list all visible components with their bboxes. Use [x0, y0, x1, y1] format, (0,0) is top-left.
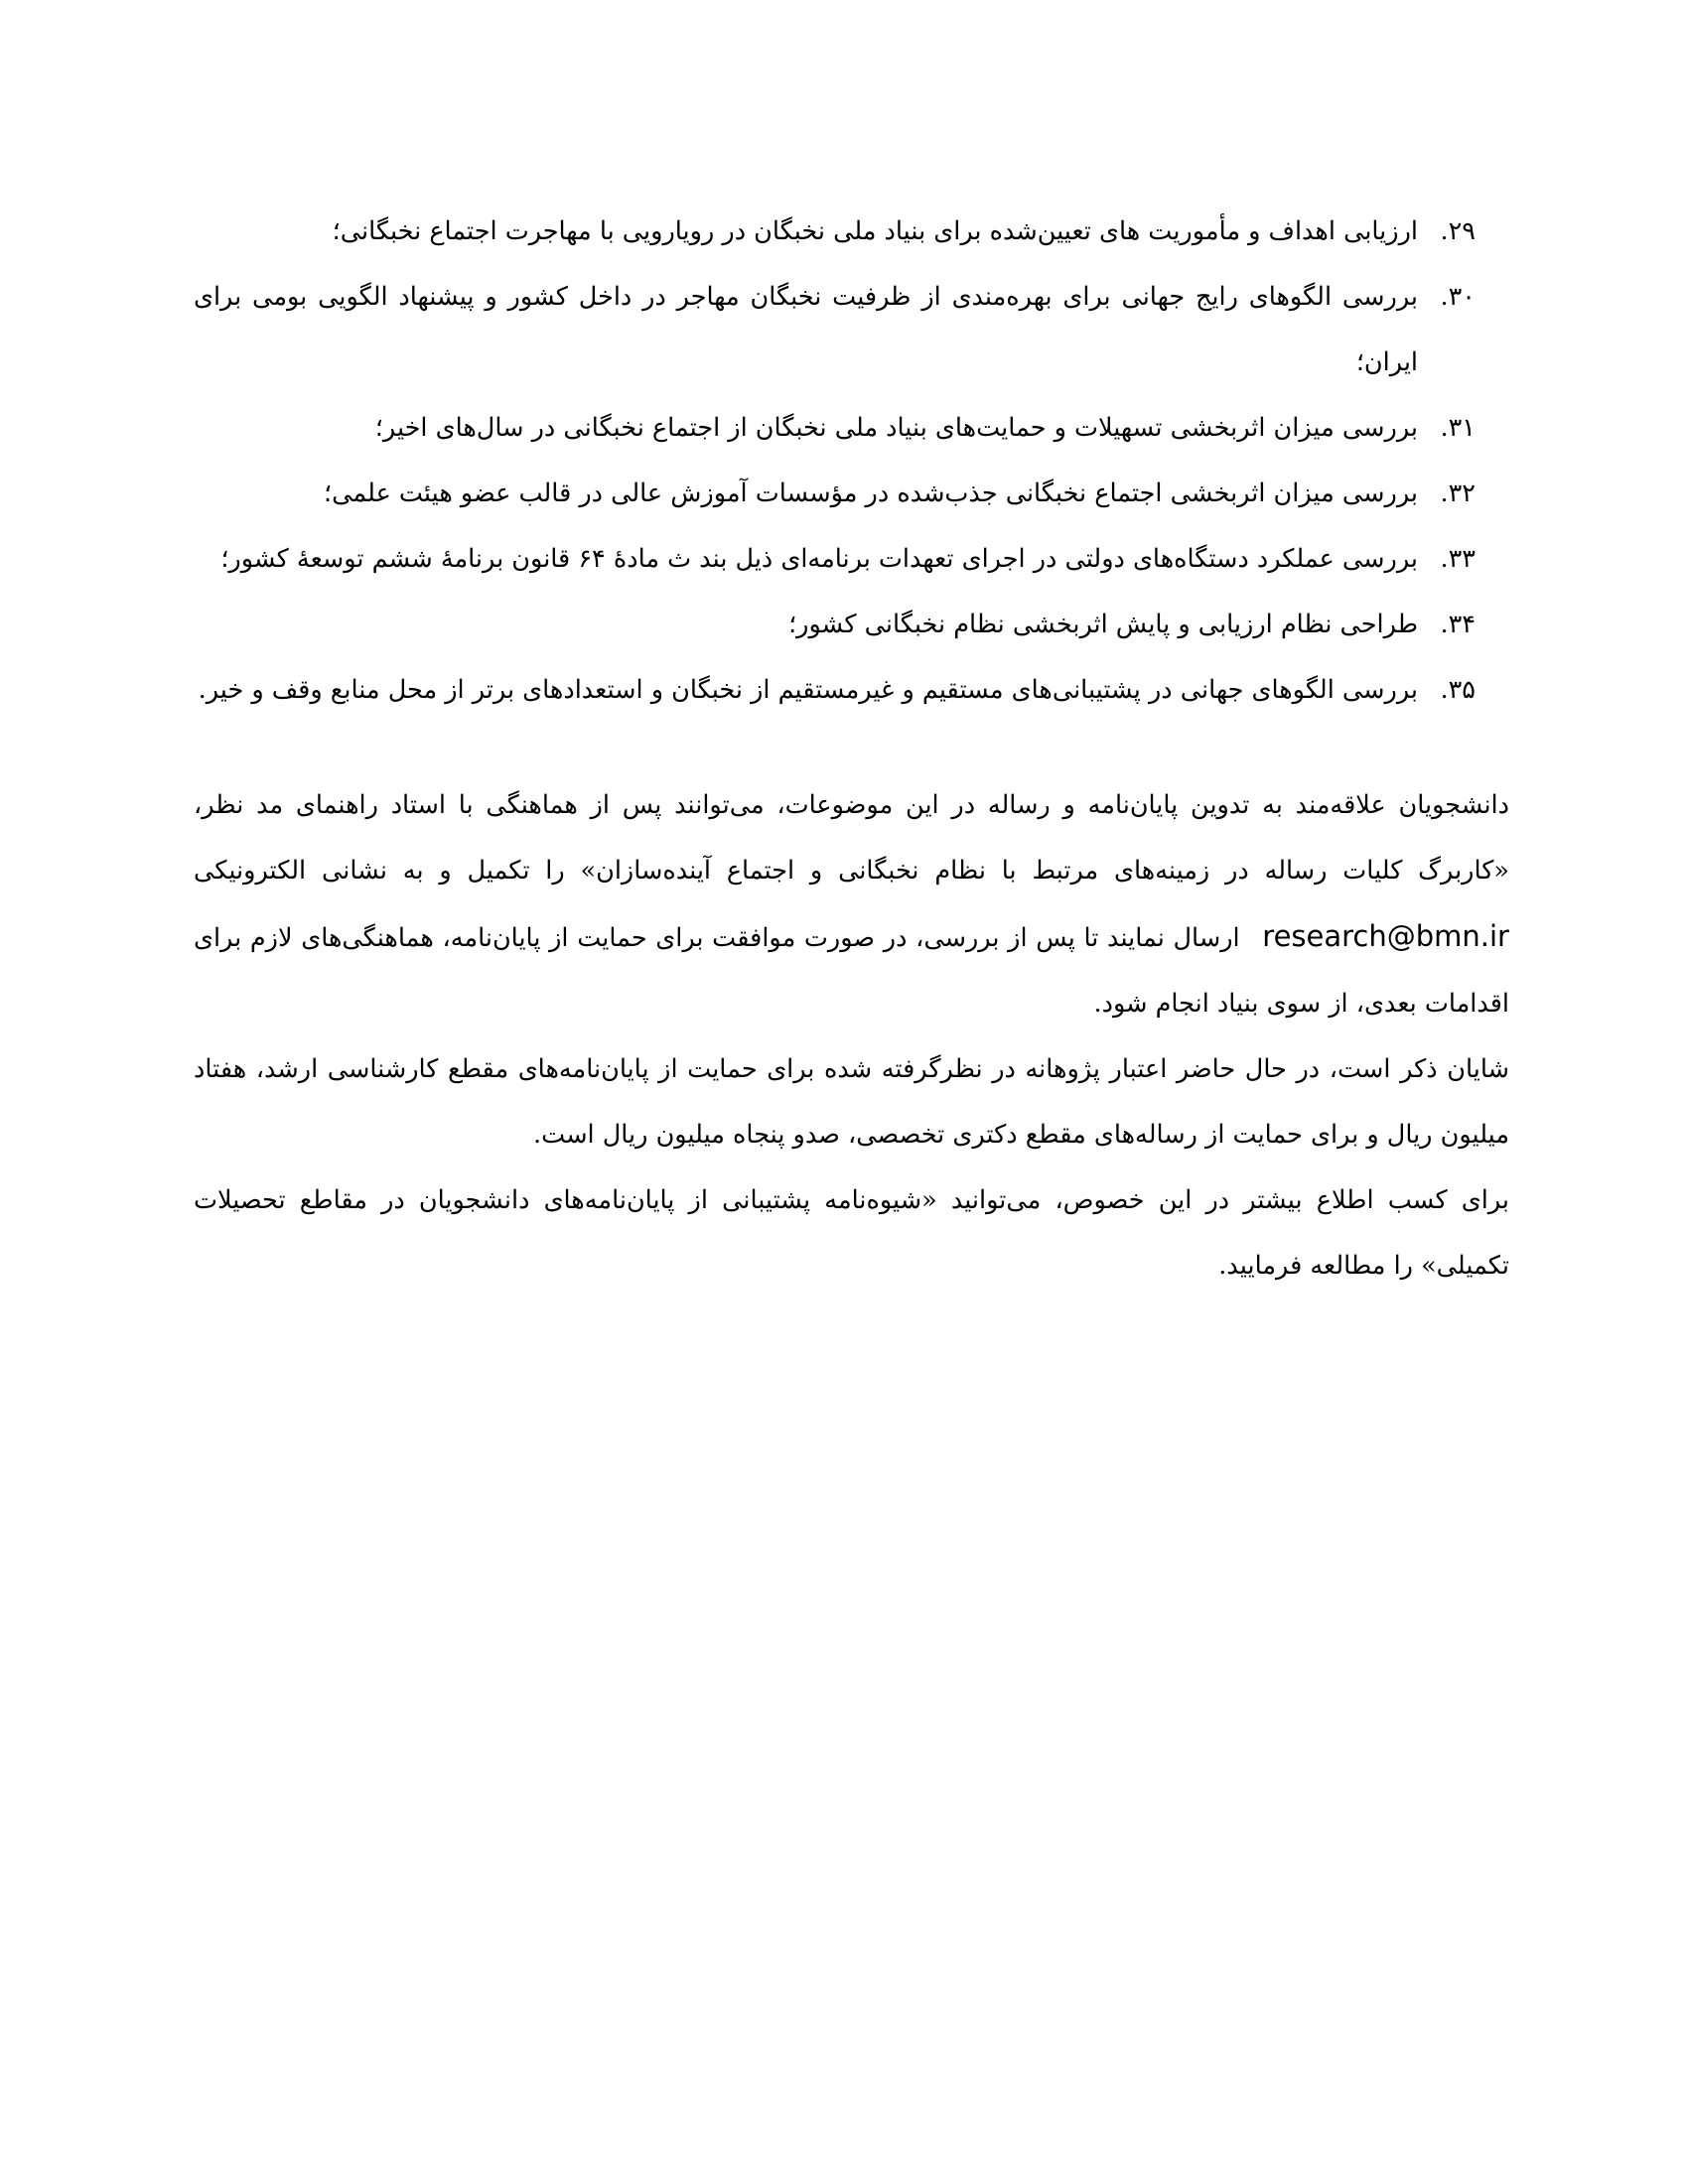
list-item-number: ۲۹. [1440, 216, 1476, 246]
list-item-text: بررسی عملکرد دستگاه‌های دولتی در اجرای تعهدات برنامه‌ای ذیل بند ث مادهٔ ۶۴ قانون برنامهٔ ششم توسعهٔ کشور؛ [220, 544, 1418, 574]
list-item-number: ۳۰. [1440, 282, 1476, 312]
list-item [194, 461, 1509, 526]
more-info-paragraph: برای کسب اطلاع بیشتر در این خصوص، می‌توانید «شیوه‌نامه پشتیبانی از پایان‌نامه‌های دانشجویان در مقاطع تحصیلات تکمیلی» را مطالعه فرمایید. [194, 1185, 1509, 1281]
list-item-text: ارزیابی اهداف و مأموریت های تعیین‌شده برای بنیاد ملی نخبگان در رویارویی با مهاجرت اجتماع نخبگانی؛ [332, 216, 1418, 246]
list-item-text: بررسی الگوهای جهانی در پشتیبانی‌های مستقیم و غیرمستقیم از نخبگان و استعدادهای برتر از محل منابع وقف و خیر. [198, 675, 1418, 705]
submission-followup-text: ارسال نمایند تا پس از بررسی، در صورت موافقت برای حمایت از پایان‌نامه، هماهنگی‌های لازم برای اقدامات بعدی، از سوی بنیاد انجام شود. [194, 923, 1509, 1019]
list-item-number: ۳۵. [1440, 675, 1476, 705]
list-item-text: بررسی الگوهای رایج جهانی برای بهره‌مندی از ظرفیت نخبگان مهاجر در داخل کشور و پیشنهاد الگویی بومی برای ایران؛ [194, 282, 1418, 377]
submission-intro-text: دانشجویان علاقه‌مند به تدوین پایان‌نامه و رساله در این موضوعات، می‌توانند پس از هماهنگی با استاد راهنمای مد نظر، «کاربرگ کلیات رساله در زمینه‌های مرتبط با نظام نخبگانی و اجتماع آینده‌سازان» را تکمیل و به نشانی الکترونیکی [194, 790, 1509, 886]
list-item [194, 199, 1509, 264]
list-item [194, 592, 1509, 657]
list-item [194, 526, 1509, 592]
notes-section [194, 772, 1509, 1298]
list-item-number: ۳۴. [1440, 610, 1476, 639]
list-item-number: ۳۱. [1440, 413, 1476, 443]
list-item [194, 395, 1509, 461]
submission-paragraph [194, 772, 1509, 1036]
list-item [194, 264, 1509, 395]
page-content [194, 199, 1509, 1298]
research-topics-list [194, 199, 1509, 723]
list-item-number: ۳۲. [1440, 478, 1476, 508]
budget-paragraph: شایان ذکر است، در حال حاضر اعتبار پژوهانه در نظرگرفته شده برای حمایت از پایان‌نامه‌های مقطع کارشناسی ارشد، هفتاد میلیون ریال و برای حمایت از رساله‌های مقطع دکتری تخصصی، صدو پنجاه میلیون ریال است. [194, 1054, 1509, 1150]
list-item-text: بررسی میزان اثربخشی اجتماع نخبگانی جذب‌شده در مؤسسات آموزش عالی در قالب عضو هیئت علمی؛ [324, 478, 1418, 508]
email-link[interactable]: research@bmn.ir [1262, 919, 1509, 953]
list-item [194, 657, 1509, 723]
list-item-text: بررسی میزان اثربخشی تسهیلات و حمایت‌های بنیاد ملی نخبگان از اجتماع نخبگانی در سال‌های اخیر؛ [374, 413, 1418, 443]
list-item-number: ۳۳. [1440, 544, 1476, 574]
list-item-text: طراحی نظام ارزیابی و پایش اثربخشی نظام نخبگانی کشور؛ [788, 610, 1418, 639]
